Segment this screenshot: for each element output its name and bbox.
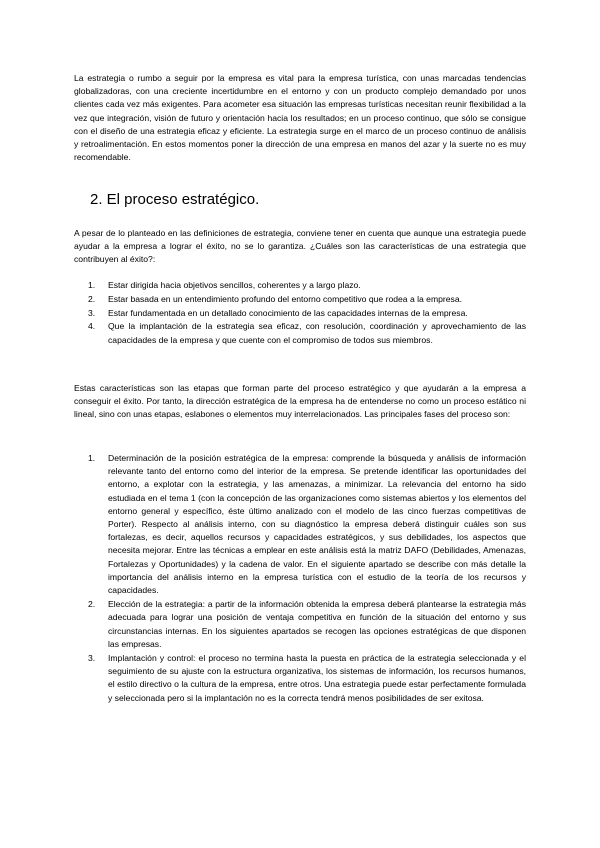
list-item: [74, 652, 526, 705]
list-item-number: 1.: [88, 453, 96, 463]
list-item: [74, 293, 526, 306]
list-item-text: Implantación y control: el proceso no termina hasta la puesta en práctica de la estrategia seleccionada y el seguimiento de su ajuste con la estructura organizativa, los sistemas de información, los recursos humanos, el estilo directivo o la cultura de la empresa, entre otros. Una estrategia puede estar perfectamente formulada y seleccionada pero si la implantación no es la correcta tendrá menos posibilidades de ser exitosa.: [108, 653, 526, 703]
phases-intro-paragraph: Estas características son las etapas que forman parte del proceso estratégico y que ayudarán a la empresa a conseguir el éxito. Por tanto, la dirección estratégica de la empresa ha de entenderse no como un proceso estático ni lineal, sino con unas etapas, eslabones o elementos muy interrelacionados. Las principales fases del proceso son:: [74, 383, 526, 420]
list-item-text: Estar fundamentada en un detallado conocimiento de las capacidades internas de la empresa.: [108, 307, 468, 318]
intro-paragraph: La estrategia o rumbo a seguir por la empresa es vital para la empresa turística, con unas marcadas tendencias globalizadoras, con una creciente incertidumbre en el entorno y con un producto complejo demandado por unos clientes cada vez más exigentes. Para acometer esa situación las empresas turísticas necesitan reunir flexibilidad a la vez que integración, visión de futuro y orientación hacia los resultados; en un proceso continuo, que sólo se consigue con el diseño de una estrategia eficaz y eficiente. La estrategia surge en el marco de un proceso continuo de análisis y retroalimentación. En estos momentos poner la dirección de una empresa en manos del azar y la suerte no es muy recomendable.: [74, 73, 526, 163]
section-intro-paragraph: A pesar de lo planteado en las definiciones de estrategia, conviene tener en cuenta que aunque una estrategia puede ayudar a la empresa a lograr el éxito, no se lo garantiza. ¿Cuáles son las características de una estrategia que contribuyen al éxito?:: [74, 228, 526, 265]
list-item-text: Elección de la estrategia: a partir de la información obtenida la empresa deberá plantearse la estrategia más adecuada para lograr una posición de ventaja competitiva en función de la situación del entorno y sus circunstancias internas. En los siguientes apartados se recogen las opciones estratégicas de que disponen las empresas.: [108, 599, 526, 649]
list-item: [74, 598, 526, 651]
list-item: [74, 307, 526, 320]
list-item: [74, 452, 526, 597]
list-item-number: 4.: [88, 321, 96, 332]
phases-list: [74, 452, 526, 706]
list-item-number: 2.: [88, 293, 96, 304]
list-item-number: 2.: [88, 599, 96, 610]
list-item-text: Que la implantación de la estrategia sea eficaz, con resolución, coordinación y aprovechamiento de las capacidades de la empresa y que cuente con el compromiso de todos sus miembros.: [108, 321, 526, 345]
characteristics-list: [74, 279, 526, 347]
section-heading: 2. El proceso estratégico.: [90, 191, 260, 208]
list-item-text: Estar basada en un entendimiento profundo del entorno competitivo que rodea a la empresa.: [108, 293, 463, 304]
list-item: [74, 320, 526, 346]
list-item-text: Estar dirigida hacia objetivos sencillos, coherentes y a largo plazo.: [108, 280, 361, 290]
list-item-text: Determinación de la posición estratégica de la empresa: comprende la búsqueda y análisis de información relevante tanto del entorno como del interior de la empresa. Se pretende identificar las oportunidades del entorno, a explotar con la estrategia, y las amenazas, a minimizar. La relevancia del entorno ha sido estudiada en el tema 1 (con la concepción de las organizaciones como sistemas abiertos y los elementos del entorno general y específico, éste último analizado con el modelo de las cinco fuerzas competitivas de Porter). Respecto al análisis interno, con su diagnóstico la empresa deberá distinguir cuáles son sus fortalezas, es decir, aquellos recursos y capacidades estratégicos, y sus debilidades, los aspectos que necesita mejorar. Entre las técnicas a emplear en este análisis está la matriz DAFO (Debilidades, Amenazas, Fortalezas y Oportunidades) y la cadena de valor. En el siguiente apartado se describe con más detalle la importancia del análisis interno en la empresa turística con el estudio de la teoría de los recursos y capacidades.: [108, 453, 526, 596]
list-item-number: 3.: [88, 653, 96, 664]
list-item: [74, 279, 526, 292]
list-item-number: 1.: [88, 280, 96, 290]
list-item-number: 3.: [88, 307, 96, 318]
